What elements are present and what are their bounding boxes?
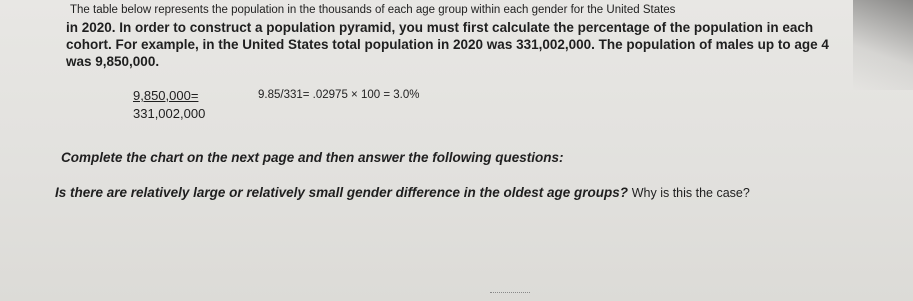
intro-line-3: cohort. For example, in the United States total population in 2020 was 331,002,000. The population of males up to age 4 (66, 37, 829, 52)
fraction-numerator: 9,850,000= (133, 88, 199, 103)
intro-paragraph (66, 2, 846, 70)
intro-line-1: The table below represents the population in the thousands of each age group within each gender for the United States (70, 4, 676, 16)
intro-line-2: in 2020. In order to construct a population pyramid, you must first calculate the percentage of the population in each (66, 20, 814, 35)
intro-line-4: was 9,850,000. (66, 54, 160, 69)
question-tail: Why is this the case? (631, 186, 750, 200)
fraction-denominator: 331,002,000 (133, 106, 206, 121)
instruction-text: Complete the chart on the next page and then answer the following questions: (61, 150, 564, 165)
question-text (55, 185, 750, 200)
page-edge-mark (490, 292, 530, 299)
question-main: Is there are relatively large or relatively small gender difference in the oldest age groups? (55, 185, 628, 200)
percentage-calculation: 9.85/331= .02975 × 100 = 3.0% (258, 89, 420, 101)
fraction (133, 88, 233, 121)
page-shadow (853, 0, 913, 90)
